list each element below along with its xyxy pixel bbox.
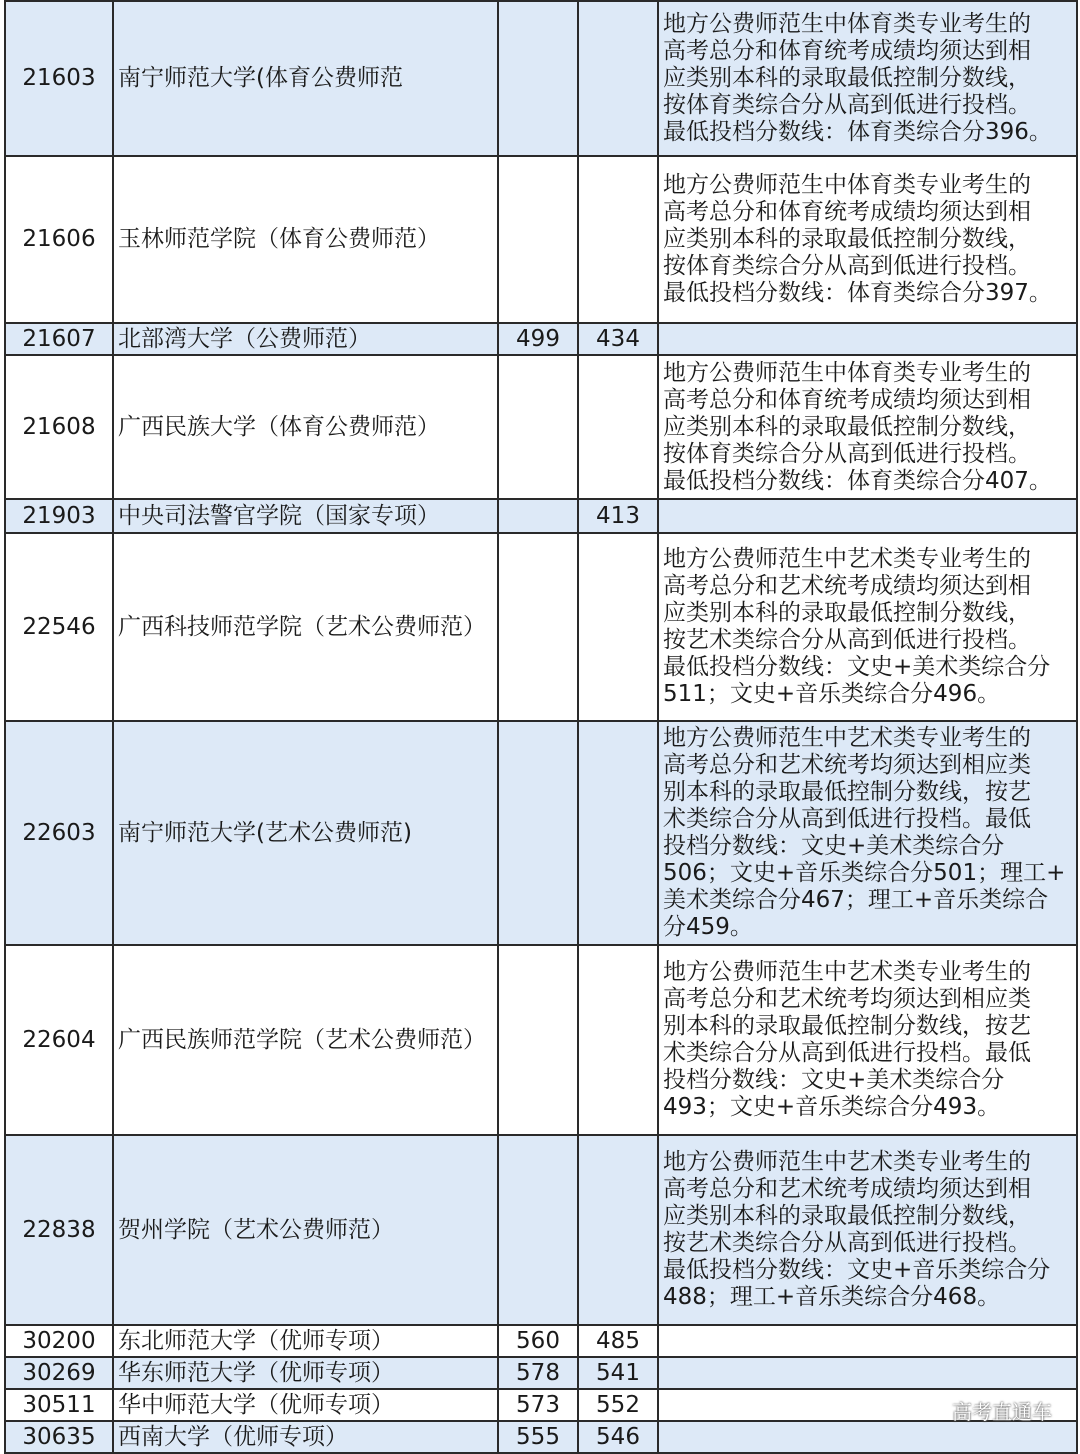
school-name: 中央司法警官学院（国家专项） [113,499,498,533]
score-col3 [498,355,578,499]
score-col3 [498,721,578,945]
score-col3: 560 [498,1325,578,1357]
school-name: 华东师范大学（优师专项） [113,1357,498,1389]
score-col3 [498,1,578,156]
school-name: 广西民族大学（体育公费师范） [113,355,498,499]
remark: 地方公费师范生中体育类专业考生的 高考总分和体育统考成绩均须达到相 应类别本科的录取最低控制分数线， 按体育类综合分从高到低进行投档。 最低投档分数线：体育类综合分397。 [658,156,1077,323]
table-row [5,323,1077,355]
score-col4 [578,355,658,499]
school-name: 东北师范大学（优师专项） [113,1325,498,1357]
score-col4 [578,721,658,945]
score-col3 [498,156,578,323]
remark: 地方公费师范生中艺术类专业考生的 高考总分和艺术统考成绩均须达到相 应类别本科的录取最低控制分数线， 按艺术类综合分从高到低进行投档。 最低投档分数线：文史+美术类综合分 511；文史+音乐类综合分496。 [658,533,1077,721]
remark: 地方公费师范生中体育类专业考生的 高考总分和体育统考成绩均须达到相 应类别本科的录取最低控制分数线， 按体育类综合分从高到低进行投档。 最低投档分数线：体育类综合分407。 [658,355,1077,499]
school-code: 30511 [5,1389,113,1421]
remark: 地方公费师范生中艺术类专业考生的 高考总分和艺术统考均须达到相应类 别本科的录取最低控制分数线，按艺 术类综合分从高到低进行投档。最低 投档分数线：文史+美术类综合分 506；文史+音乐类综合分501；理工+ 美术类综合分467；理工+音乐类综合 分459。 [658,721,1077,945]
score-col4 [578,156,658,323]
score-col3 [498,945,578,1135]
table-row [5,1421,1077,1453]
remark [658,1325,1077,1357]
score-col4 [578,1,658,156]
school-code: 21606 [5,156,113,323]
school-name: 华中师范大学（优师专项） [113,1389,498,1421]
school-code: 22603 [5,721,113,945]
school-code: 21608 [5,355,113,499]
admission-score-table [4,0,1078,1454]
table-row [5,156,1077,323]
table-row [5,1,1077,156]
score-col4 [578,533,658,721]
score-col3 [498,1135,578,1325]
table-row [5,1389,1077,1421]
score-col4: 434 [578,323,658,355]
school-code: 21903 [5,499,113,533]
school-code: 30200 [5,1325,113,1357]
school-name: 广西民族师范学院（艺术公费师范） [113,945,498,1135]
table-row [5,1135,1077,1325]
score-col3 [498,533,578,721]
remark [658,1421,1077,1453]
table-row [5,1357,1077,1389]
school-code: 30635 [5,1421,113,1453]
table-row [5,945,1077,1135]
school-code: 22604 [5,945,113,1135]
school-name: 西南大学（优师专项） [113,1421,498,1453]
score-col3 [498,499,578,533]
table-row [5,355,1077,499]
school-name: 广西科技师范学院（艺术公费师范） [113,533,498,721]
remark [658,1357,1077,1389]
table-row [5,1325,1077,1357]
score-col3: 499 [498,323,578,355]
table-row [5,533,1077,721]
school-code: 30269 [5,1357,113,1389]
score-col4: 485 [578,1325,658,1357]
remark [658,323,1077,355]
table-body [5,1,1077,1453]
score-col4: 541 [578,1357,658,1389]
score-col3: 573 [498,1389,578,1421]
score-col4: 413 [578,499,658,533]
remark: 地方公费师范生中艺术类专业考生的 高考总分和艺术统考成绩均须达到相 应类别本科的录取最低控制分数线， 按艺术类综合分从高到低进行投档。 最低投档分数线：文史+音乐类综合分 488；理工+音乐类综合分468。 [658,1135,1077,1325]
school-code: 22838 [5,1135,113,1325]
remark [658,499,1077,533]
school-name: 北部湾大学（公费师范） [113,323,498,355]
table-row [5,721,1077,945]
school-name: 玉林师范学院（体育公费师范） [113,156,498,323]
score-col4 [578,1135,658,1325]
score-col4: 546 [578,1421,658,1453]
school-name: 贺州学院（艺术公费师范） [113,1135,498,1325]
remark: 地方公费师范生中艺术类专业考生的 高考总分和艺术统考均须达到相应类 别本科的录取最低控制分数线，按艺 术类综合分从高到低进行投档。最低 投档分数线：文史+美术类综合分 493；文史+音乐类综合分493。 [658,945,1077,1135]
school-code: 21603 [5,1,113,156]
score-col4 [578,945,658,1135]
table-row [5,499,1077,533]
school-name: 南宁师范大学(体育公费师范 [113,1,498,156]
score-col3: 555 [498,1421,578,1453]
school-code: 22546 [5,533,113,721]
school-code: 21607 [5,323,113,355]
school-name: 南宁师范大学(艺术公费师范) [113,721,498,945]
remark: 地方公费师范生中体育类专业考生的 高考总分和体育统考成绩均须达到相 应类别本科的录取最低控制分数线， 按体育类综合分从高到低进行投档。 最低投档分数线：体育类综合分396。 [658,1,1077,156]
score-col3: 578 [498,1357,578,1389]
score-col4: 552 [578,1389,658,1421]
watermark-text: 高考直通车 [952,1400,1052,1424]
